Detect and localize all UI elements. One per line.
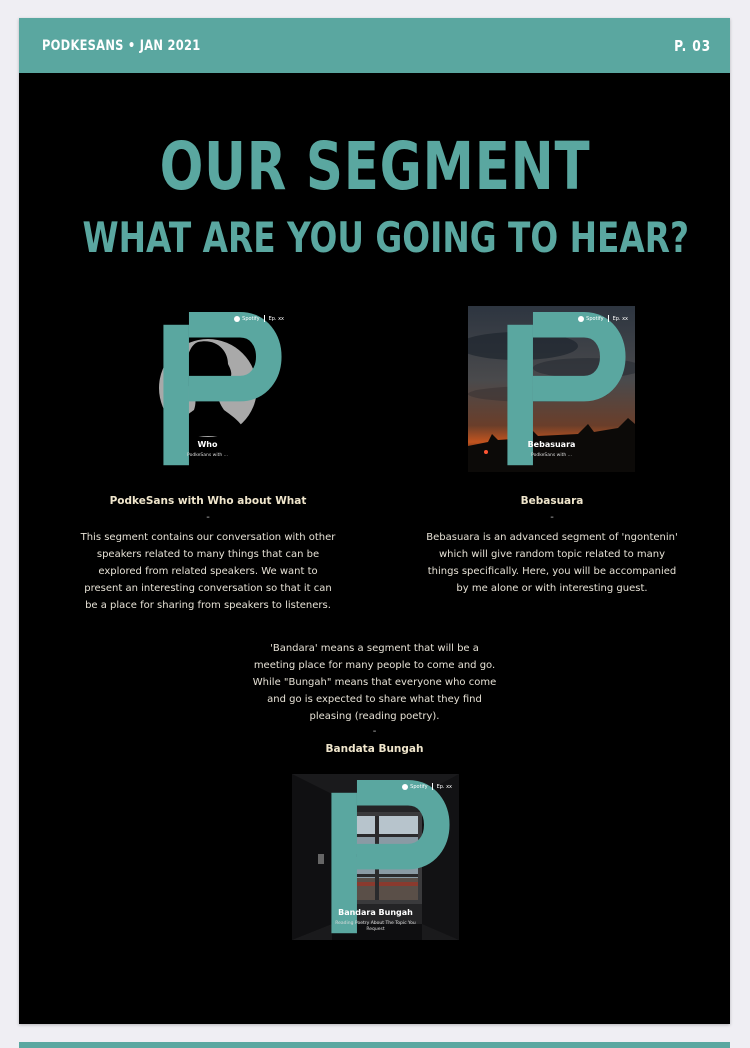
episode-badge: [234, 315, 284, 322]
segment-cover-bandara: [292, 774, 459, 940]
spotify-icon: [402, 784, 408, 790]
spotify-icon: [578, 316, 584, 322]
segment-description-bandara: 'Bandara' means a segment that will be a meeting place for many people to come and go. While "Bungah" means that everyone who come and go is expected to share what they find pleasing (reading poetry).: [252, 643, 497, 722]
next-page-header-edge: [19, 1042, 730, 1048]
badge-episode: Ep. xx: [436, 783, 452, 790]
segment-title-bebasuara: Bebasuara: [520, 495, 584, 507]
segment-description-bebasuara: Bebasuara is an advanced segment of 'ngontenin' which will give random topic related to many things specifically. Here, you will be accompanied by me alone or with interesting guest.: [426, 532, 678, 594]
badge-service: Spotify: [586, 315, 604, 322]
episode-badge: [402, 783, 452, 790]
segment-title-who: PodkeSans with Who about What: [109, 495, 307, 507]
segment-cover-bebasuara: [468, 306, 635, 472]
segment-divider: -: [206, 512, 210, 523]
cover-sublabel: PodkeSans with ...: [531, 453, 572, 458]
episode-badge: [578, 315, 628, 322]
segment-divider: -: [372, 726, 377, 737]
badge-service: Spotify: [242, 315, 260, 322]
cover-sublabel: PodkeSans with ...: [187, 453, 228, 458]
cover-sublabel: Reading Poetry About The Topic You Request: [335, 921, 416, 932]
header-page-number: P. 03: [674, 36, 711, 55]
segment-divider: -: [550, 512, 554, 523]
segment-cover-who: [124, 306, 291, 472]
segment-title-bandara: Bandata Bungah: [325, 743, 424, 755]
cover-label: Bandara Bungah: [338, 908, 413, 917]
badge-episode: Ep. xx: [612, 315, 628, 322]
badge-service: Spotify: [410, 783, 428, 790]
header-issue: PODKESANS • JAN 2021: [42, 37, 201, 54]
cover-label: Who: [197, 440, 218, 449]
cover-label: Bebasuara: [527, 440, 576, 449]
page-header: [19, 18, 730, 73]
spotify-icon: [234, 316, 240, 322]
badge-episode: Ep. xx: [268, 315, 284, 322]
segment-description-who: This segment contains our conversation with other speakers related to many things that can be explored from related speakers. We want to present an interesting conversation so that it can be a place for sharing from speakers to listeners.: [80, 532, 336, 611]
page-title: OUR SEGMENT: [159, 128, 591, 205]
page-subtitle: WHAT ARE YOU GOING TO HEAR?: [82, 213, 690, 262]
